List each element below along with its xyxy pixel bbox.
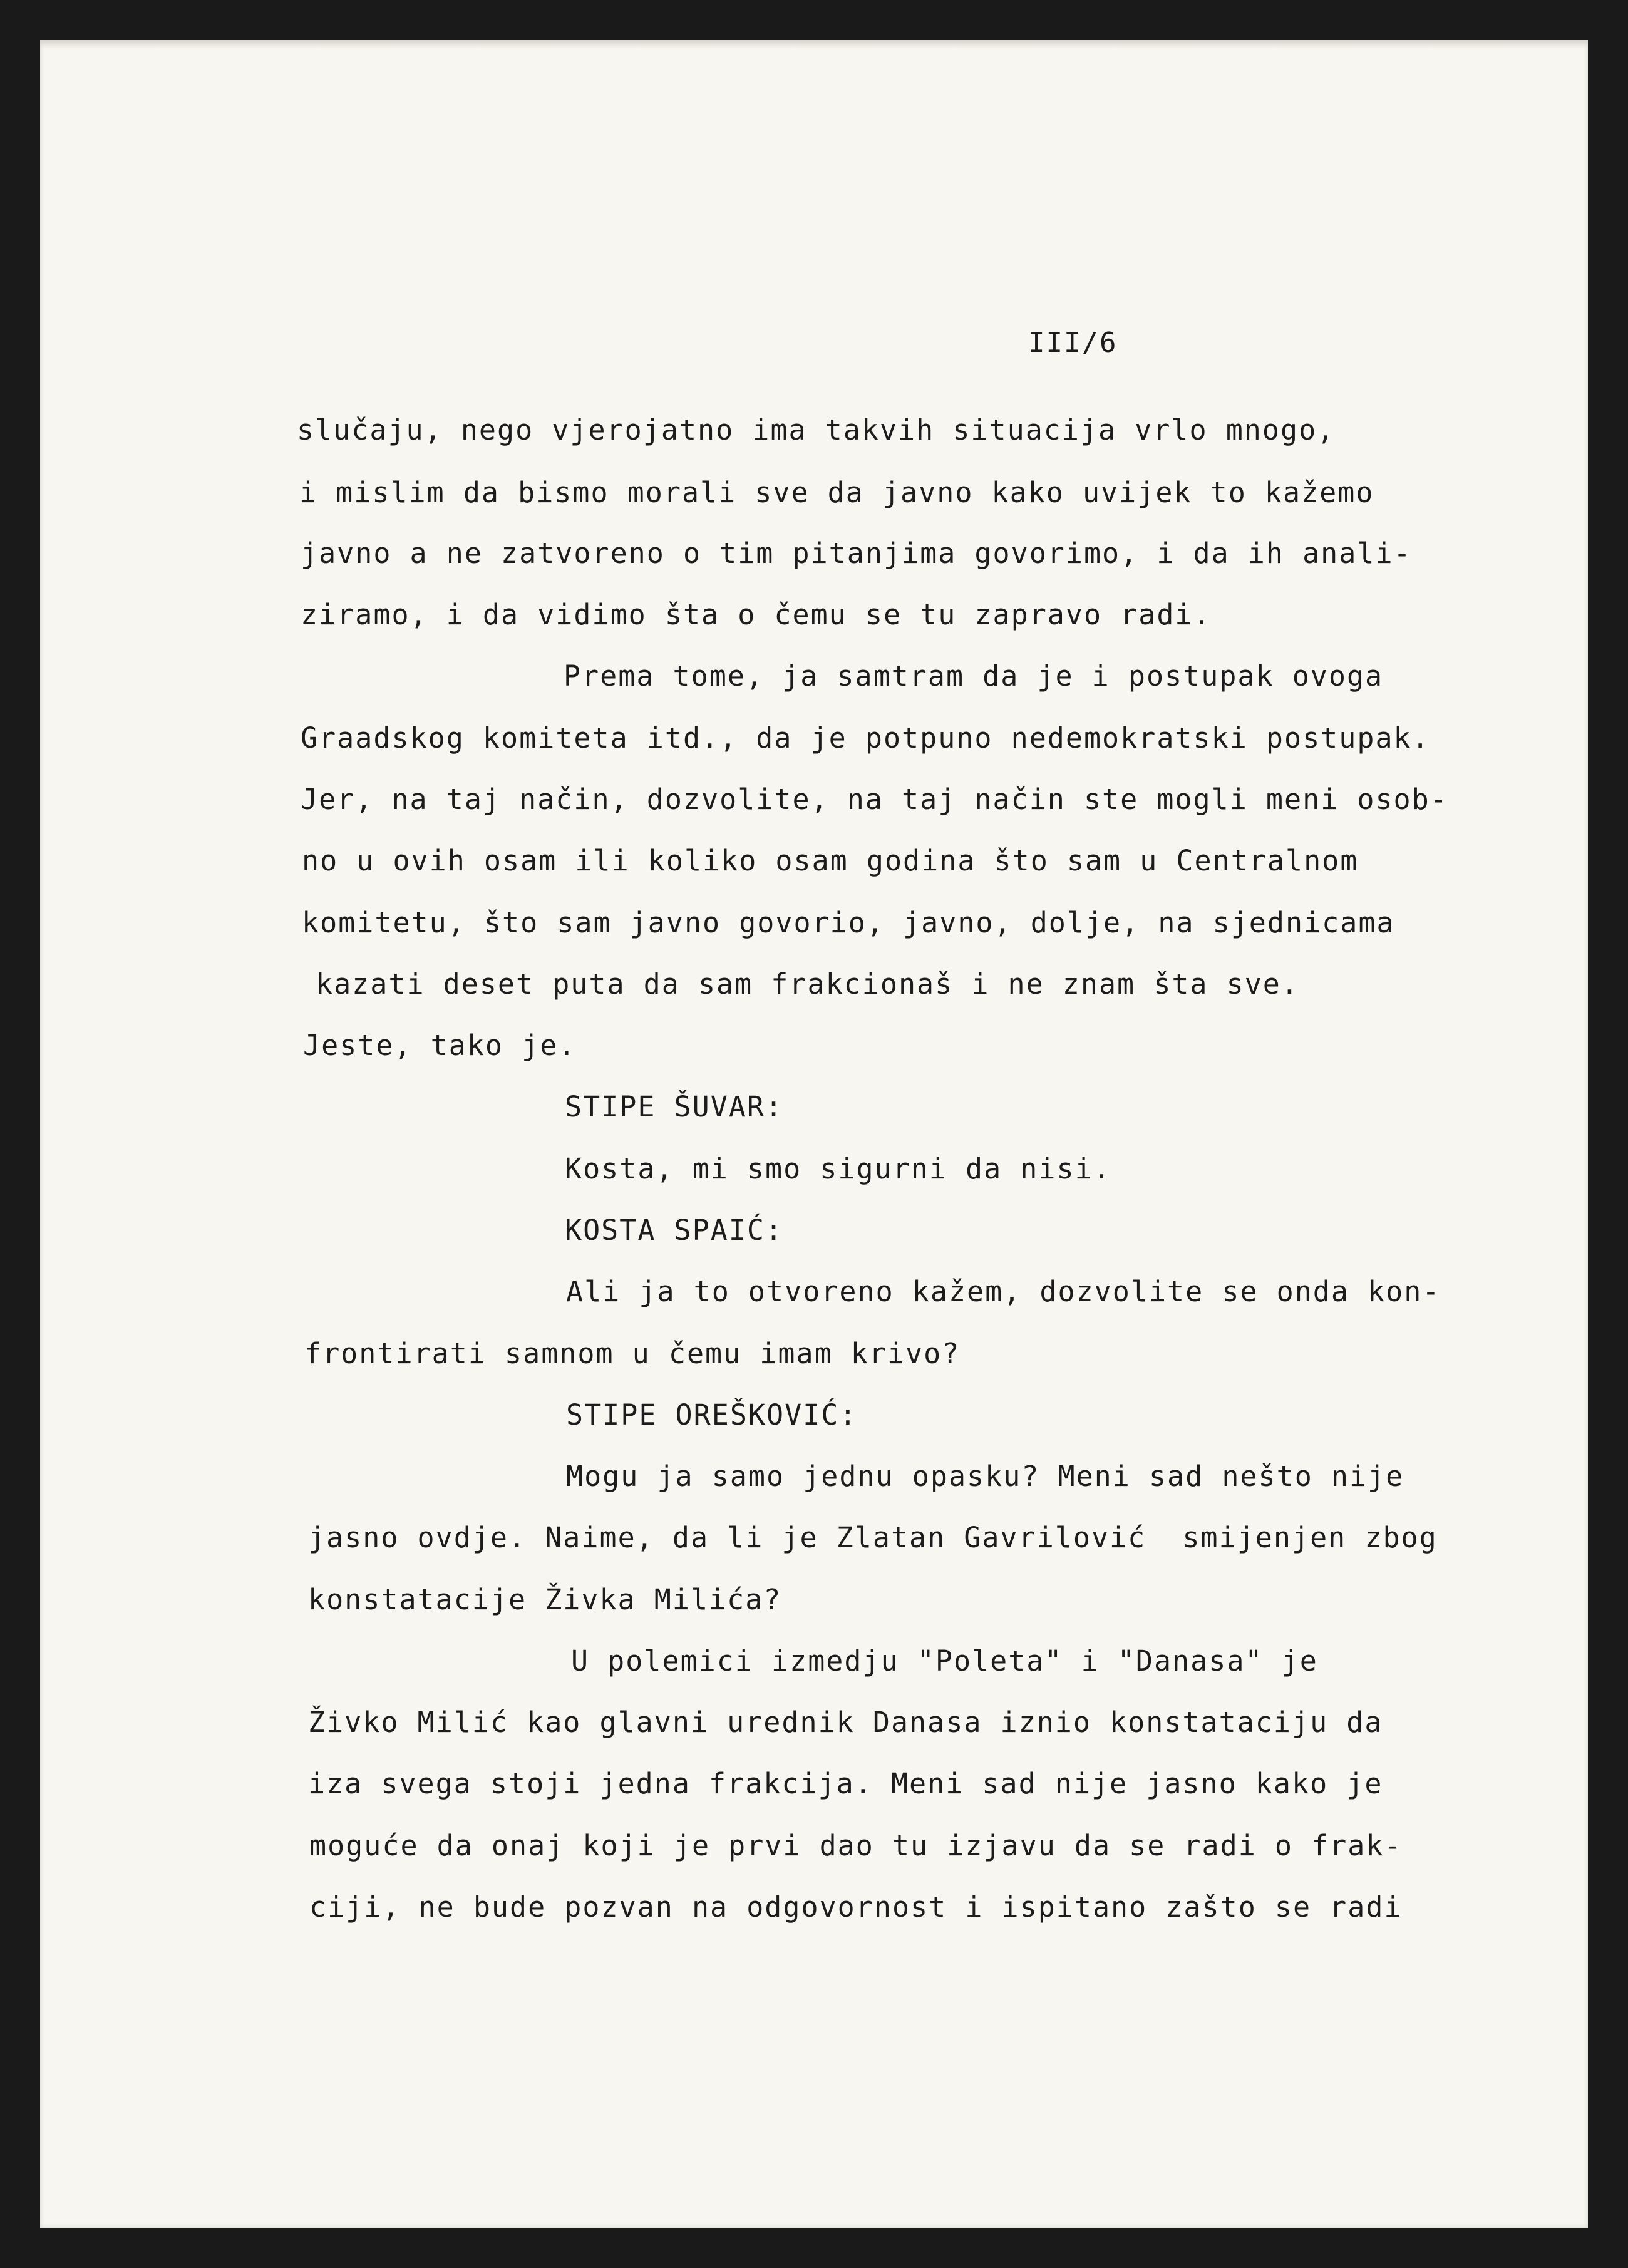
text-line: frontirati samnom u čemu imam krivo? <box>304 1337 961 1370</box>
text-line: Jeste, tako je. <box>303 1029 577 1062</box>
speaker-name: STIPE ŠUVAR: <box>565 1090 784 1123</box>
text-line: U polemici izmedju "Poleta" i "Danasa" je <box>571 1644 1318 1678</box>
text-line: Živko Milić kao glavni urednik Danasa iznio konstataciju da <box>308 1706 1383 1739</box>
text-line: Prema tome, ja samtram da je i postupak ovoga <box>564 659 1384 693</box>
speaker-name: STIPE OREŠKOVIĆ: <box>566 1398 858 1431</box>
text-line: komitetu, što sam javno govorio, javno, dolje, na sjednicama <box>302 906 1395 939</box>
text-line: Jer, na taj način, dozvolite, na taj način ste mogli meni osob- <box>301 783 1448 816</box>
text-line: Graadskog komiteta itd., da je potpuno nedemokratski postupak. <box>301 721 1430 755</box>
text-line: i mislim da bismo morali sve da javno kako uvijek to kažemo <box>299 476 1374 509</box>
text-line: javno a ne zatvoreno o tim pitanjima govorimo, i da ih anali- <box>301 537 1412 570</box>
text-line: no u ovih osam ili koliko osam godina što sam u Centralnom <box>302 844 1359 877</box>
text-line: konstatacije Živka Milića? <box>308 1583 782 1616</box>
text-line: ziramo, i da vidimo šta o čemu se tu zapravo radi. <box>301 598 1212 631</box>
text-line: Ali ja to otvoreno kažem, dozvolite se onda kon- <box>566 1275 1441 1308</box>
text-line: kazati deset puta da sam frakcionaš i ne znam šta sve. <box>316 967 1299 1001</box>
document-page <box>40 40 1588 2228</box>
speaker-name: KOSTA SPAIĆ: <box>565 1214 784 1247</box>
text-line: iza svega stoji jedna frakcija. Meni sad nije jasno kako je <box>308 1767 1383 1800</box>
text-line: Mogu ja samo jednu opasku? Meni sad nešto nije <box>566 1460 1404 1493</box>
text-line: Kosta, mi smo sigurni da nisi. <box>565 1152 1111 1185</box>
text-line: ciji, ne bude pozvan na odgovornost i ispitano zašto se radi <box>309 1890 1403 1924</box>
text-line: jasno ovdje. Naime, da li je Zlatan Gavrilović smijenjen zbog <box>308 1521 1438 1554</box>
typed-text-body <box>40 40 1588 2228</box>
page-number: III/6 <box>1028 327 1118 359</box>
text-line: slučaju, nego vjerojatno ima takvih situacija vrlo mnogo, <box>297 413 1336 446</box>
text-line: moguće da onaj koji je prvi dao tu izjavu da se radi o frak- <box>309 1829 1403 1862</box>
